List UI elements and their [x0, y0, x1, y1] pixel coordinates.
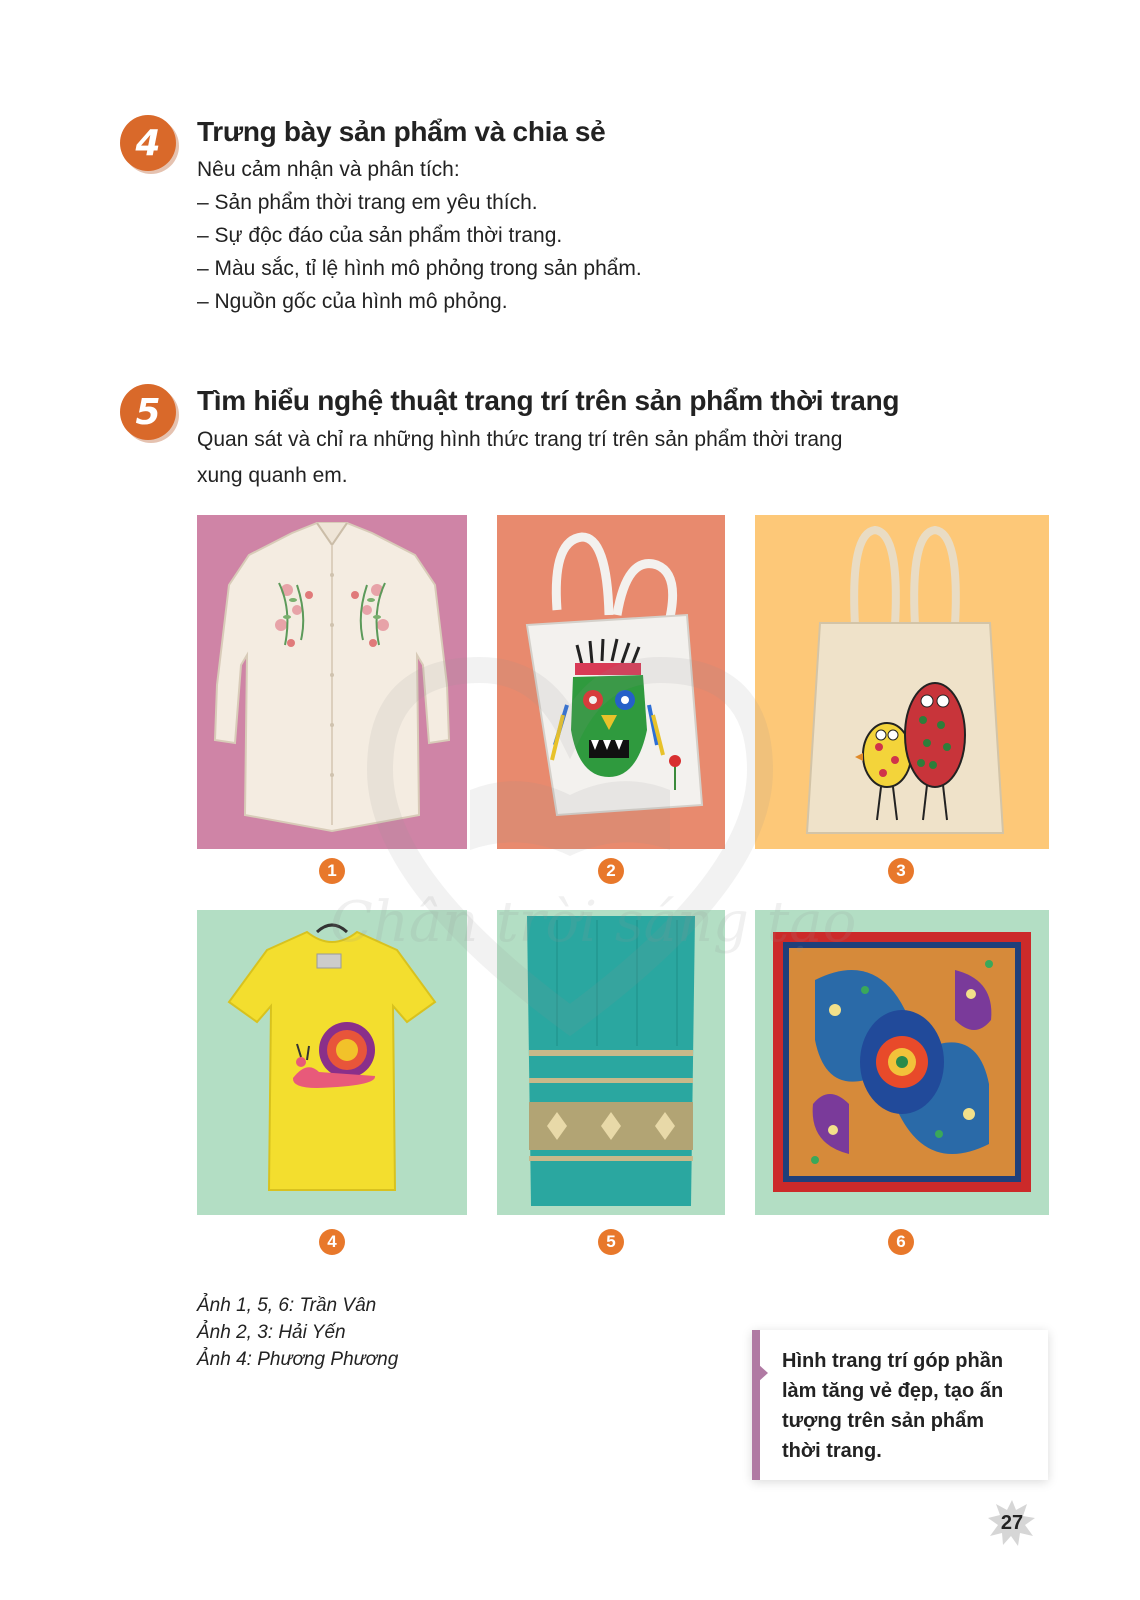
photo-number-badge: 4: [319, 1229, 345, 1255]
painted-tote-mask-illustration: [497, 515, 725, 849]
photo-teal-scarf: [497, 910, 725, 1215]
embroidered-shirt-illustration: [197, 515, 467, 849]
photo-painted-tote-mask: [497, 515, 725, 849]
section-4-item: – Sản phẩm thời trang em yêu thích.: [197, 191, 538, 214]
credit-line: Ảnh 4: Phương Phương: [197, 1349, 399, 1370]
section-4-title: Trưng bày sản phẩm và chia sẻ: [197, 116, 606, 147]
photo-number-badge: 3: [888, 858, 914, 884]
section-4-item: – Sự độc đáo của sản phẩm thời trang.: [197, 224, 563, 247]
section-5-title: Tìm hiểu nghệ thuật trang trí trên sản phẩm thời trang: [197, 385, 900, 416]
page-number-text: 27: [1000, 1511, 1024, 1534]
section-5-text-line: Quan sát và chỉ ra những hình thức trang trí trên sản phẩm thời trang: [197, 428, 843, 451]
photo-number-badge: 6: [888, 1229, 914, 1255]
note-line: Hình trang trí góp phần: [782, 1350, 1004, 1372]
credit-line: Ảnh 1, 5, 6: Trần Vân: [197, 1295, 377, 1316]
section-5-text-line: xung quanh em.: [197, 464, 348, 487]
painted-tote-birds-illustration: [755, 515, 1049, 849]
note-line: thời trang.: [782, 1440, 882, 1462]
photo-credits: [197, 1292, 398, 1373]
photo-snail-tshirt: [197, 910, 467, 1215]
snail-tshirt-illustration: [197, 910, 467, 1215]
credit-line: Ảnh 2, 3: Hải Yến: [197, 1322, 346, 1343]
photo-embroidered-shirt: [197, 515, 467, 849]
teal-scarf-illustration: [497, 910, 725, 1215]
section-5-badge: 5: [120, 384, 176, 440]
note-line: tượng trên sản phẩm: [782, 1410, 985, 1432]
paisley-scarf-illustration: [755, 910, 1049, 1215]
section-4-badge: 4: [120, 115, 176, 171]
section-4-item: – Màu sắc, tỉ lệ hình mô phỏng trong sản phẩm.: [197, 257, 642, 280]
photo-number-badge: 5: [598, 1229, 624, 1255]
section-4-item: – Nguồn gốc của hình mô phỏng.: [197, 290, 508, 313]
photo-paisley-scarf: [755, 910, 1049, 1215]
section-5-body: [197, 422, 842, 494]
section-4-body: [197, 153, 642, 318]
section-4-intro: Nêu cảm nhận và phân tích:: [197, 158, 460, 181]
photo-painted-tote-birds: [755, 515, 1049, 849]
note-box: [752, 1330, 1048, 1480]
note-line: làm tăng vẻ đẹp, tạo ấn: [782, 1380, 1004, 1402]
photo-number-badge: 1: [319, 858, 345, 884]
photo-number-badge: 2: [598, 858, 624, 884]
page-number: [985, 1496, 1039, 1550]
